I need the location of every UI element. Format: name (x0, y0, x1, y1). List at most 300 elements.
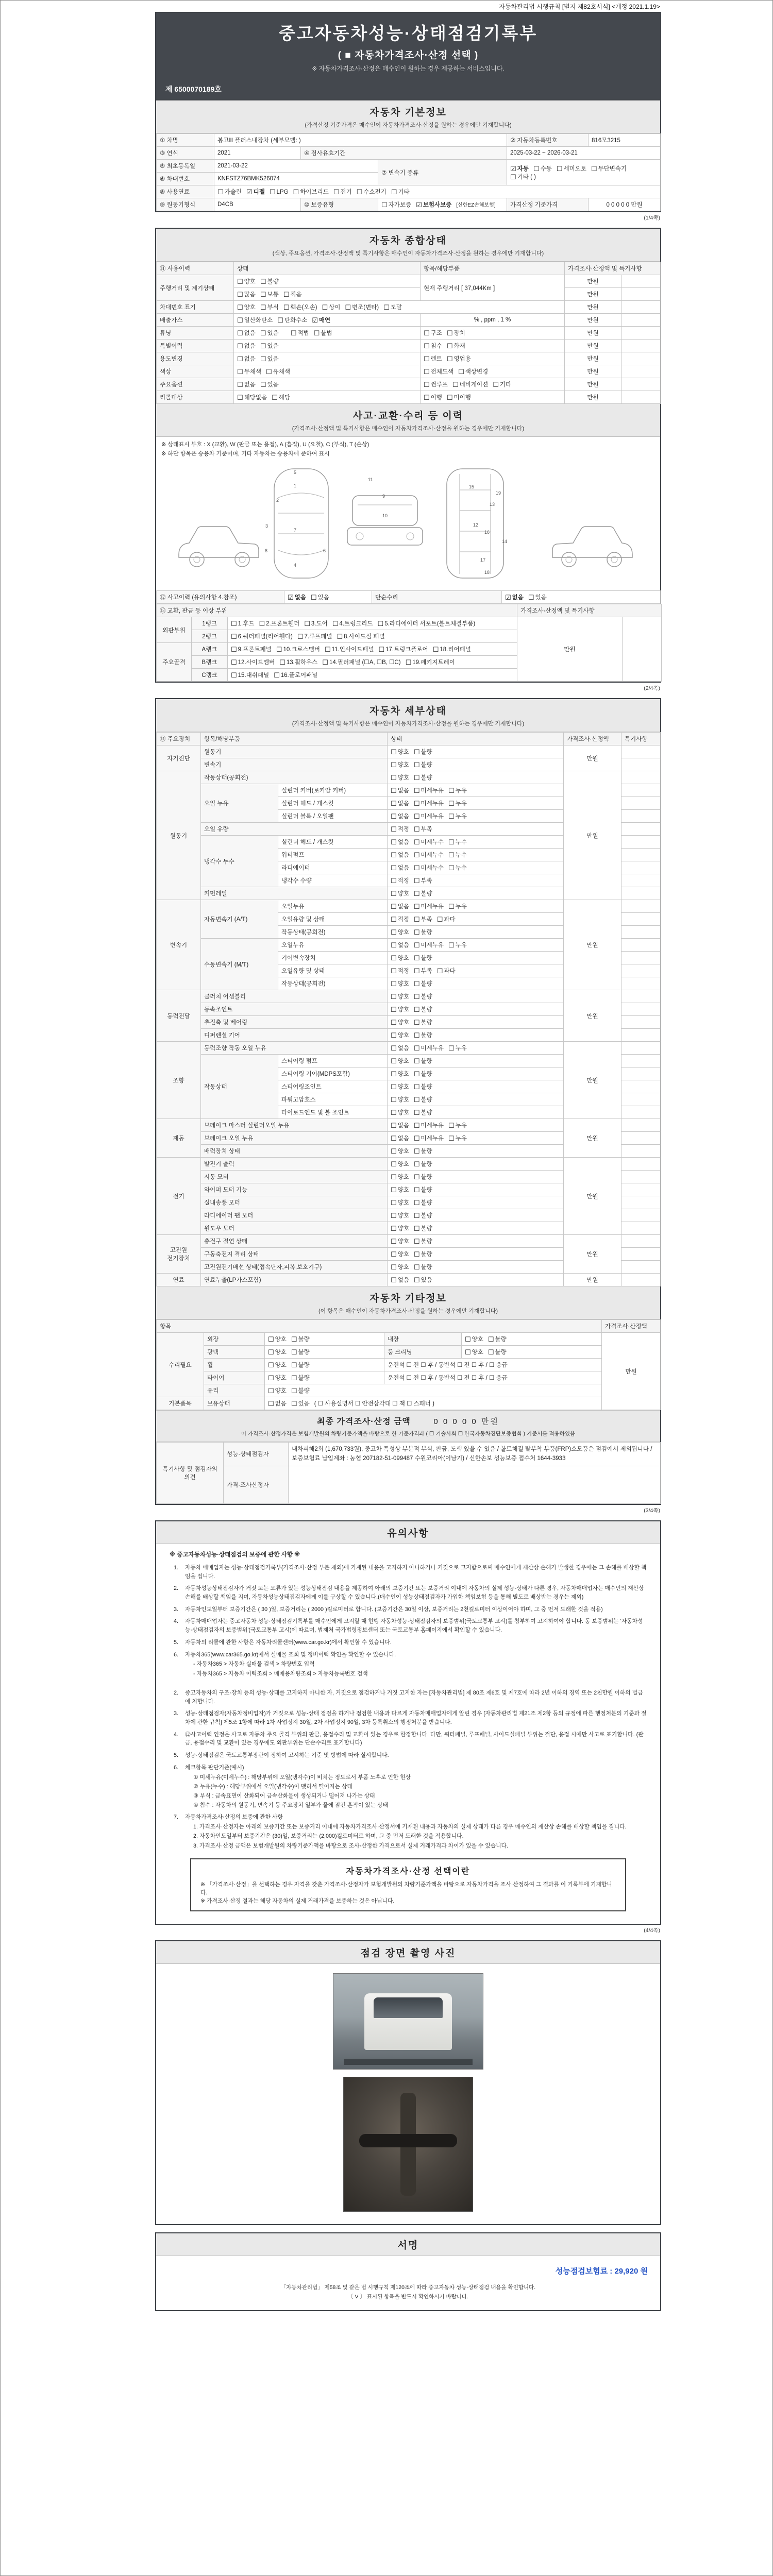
checkbox-option[interactable]: ☐ 미세누수 (413, 864, 444, 872)
checkbox-option[interactable]: ☐ 불량 (413, 1031, 432, 1039)
checkbox-option[interactable]: ☐ 불량 (413, 1250, 432, 1258)
checkbox-option[interactable]: ☐ 없음 (391, 941, 409, 949)
checkbox-option[interactable]: ☐ 18.리어패널 (432, 646, 471, 653)
checkbox-option[interactable]: ☐ 불량 (413, 1263, 432, 1271)
checkbox-option[interactable]: ☐ 색상변경 (458, 368, 489, 376)
checkbox-option[interactable]: ☑ 디젤 (246, 188, 265, 196)
checkbox-icon: ☐ (413, 1006, 420, 1013)
checkbox-option[interactable]: ☐ 보통 (260, 291, 279, 298)
checkbox-option[interactable]: ☐ 누수 (448, 864, 467, 872)
checkbox-option[interactable]: ☐ 부족 (413, 877, 432, 885)
checkbox-option[interactable]: ☐ 13.휠하우스 (279, 658, 318, 666)
checkbox-option[interactable]: ☐ 부식 (260, 303, 279, 311)
checkbox-option[interactable]: ☐ 양호 (391, 954, 409, 962)
checkbox-icon: ☐ (391, 1019, 397, 1026)
notice-warranty-items (170, 1564, 647, 1678)
rank1-parts (228, 617, 517, 630)
checkbox-option[interactable]: ☐ 부족 (413, 916, 432, 923)
checkbox-option[interactable]: ☐ 적법 (290, 329, 309, 337)
table-row (157, 352, 661, 365)
checkbox-option[interactable]: ☐ 양호 (391, 1057, 409, 1065)
checkbox-option[interactable]: ☐ 변조(변타) (345, 303, 379, 311)
price-cell: 만원 (564, 745, 621, 771)
checkbox-option[interactable]: ☐ 불량 (413, 1225, 432, 1232)
checkbox-option[interactable]: ☐ 이행 (424, 394, 442, 401)
remark-cell (621, 926, 661, 939)
checkbox-icon: ☐ (448, 800, 455, 807)
remark-cell (621, 1029, 661, 1042)
checkbox-option[interactable]: ☐ 있음 (310, 594, 329, 601)
checkbox-option[interactable]: ☐ 무채색 (237, 368, 261, 376)
checkbox-option[interactable]: ☐ 없음 (391, 1044, 409, 1052)
checkbox-option[interactable]: ☐ 불량 (413, 1212, 432, 1219)
checkbox-option[interactable]: ☐ 과다 (436, 967, 456, 975)
notice-general-items (170, 1689, 647, 1850)
checkbox-option[interactable]: ☐ 있음 (528, 594, 547, 601)
detail-state-table (156, 732, 661, 1286)
checkbox-option[interactable]: ☐ 과다 (436, 916, 456, 923)
tire-label: 타이어 (204, 1371, 265, 1384)
checkbox-option[interactable]: ☐ 없음 (237, 381, 256, 388)
price-cell: 만원 (565, 365, 621, 378)
checkbox-option[interactable]: ☐ 불량 (413, 980, 432, 988)
checkbox-option[interactable]: ☐ 불량 (413, 1083, 432, 1091)
checkbox-option[interactable]: ☐ 양호 (391, 1238, 409, 1245)
checkbox-option[interactable]: ☐ 양호 (268, 1361, 287, 1369)
color-state (234, 365, 421, 378)
checkbox-option[interactable]: ☐ 양호 (465, 1335, 483, 1343)
checkbox-option[interactable]: ☐ 불량 (413, 774, 432, 782)
checkbox-option[interactable]: ☐ 영업용 (446, 355, 471, 363)
checkbox-option[interactable]: ☐ 양호 (391, 1263, 409, 1271)
checkbox-icon: ☐ (231, 671, 237, 679)
checkbox-option[interactable]: ☐ 불량 (413, 993, 432, 1001)
checkbox-option[interactable]: ☐ 없음 (391, 851, 409, 859)
diagram-part-number: 16 (484, 530, 490, 535)
price-survey-info-title: 자동차가격조사·산정 선택이란 (346, 1867, 470, 1876)
checkbox-option[interactable]: ☐ 없음 (391, 812, 409, 820)
checkbox-option[interactable]: ☐ 없음 (237, 329, 256, 337)
checkbox-option[interactable]: ☐ 있음 (260, 355, 279, 363)
checkbox-option[interactable]: ☐ 화재 (446, 342, 465, 350)
checkbox-option[interactable]: ☐ 불량 (413, 1160, 432, 1168)
checkbox-option[interactable]: ☐ 일산화탄소 (237, 316, 273, 324)
detail-title: 자동차 세부상태 (369, 706, 447, 717)
checkbox-option[interactable]: ☐ 기타 ( ) (510, 173, 536, 181)
checkbox-option[interactable]: ☐ 양호 (268, 1374, 287, 1382)
checkbox-option[interactable]: ☐ 세미오토 (556, 164, 586, 173)
checkbox-option[interactable]: ☐ 미세누유 (413, 1134, 444, 1142)
checkbox-option[interactable]: ☐ 불량 (291, 1361, 310, 1369)
checkbox-icon: ☐ (448, 941, 455, 949)
checkbox-option[interactable]: ☐ 미세누유 (413, 787, 444, 794)
checkbox-option[interactable]: ☐ 훼손(오손) (283, 303, 317, 311)
checkbox-option[interactable]: ☐ 없음 (391, 838, 409, 846)
checkbox-icon: ☐ (391, 1109, 397, 1116)
vin-label: ⑥ 차대번호 (157, 173, 214, 185)
checkbox-option[interactable]: ☐ 탄화수소 (277, 316, 308, 324)
checkbox-option[interactable]: ☐ 불량 (291, 1335, 310, 1343)
checkbox-icon: ☐ (276, 646, 282, 653)
item-label: 원동기 (201, 745, 388, 758)
remark-cell (621, 1158, 661, 1171)
tire-state (265, 1371, 384, 1384)
checkbox-option[interactable]: ☐ 양호 (391, 1096, 409, 1104)
checkbox-option[interactable]: ☐ 적정 (391, 877, 409, 885)
checkbox-option[interactable]: ☐ 불량 (413, 928, 432, 936)
checkbox-option[interactable]: ☐ 부족 (413, 825, 432, 833)
checkbox-option[interactable]: ☐ 불량 (413, 1006, 432, 1013)
checkbox-option[interactable]: ☐ 양호 (391, 774, 409, 782)
state-options (388, 1119, 564, 1132)
checkbox-option[interactable]: ☐ 있음 (291, 1400, 310, 1408)
checkbox-option[interactable]: ☐ 없음 (391, 1134, 409, 1142)
checkbox-option[interactable]: ☐ 해당 (272, 394, 290, 401)
checkbox-icon: ☐ (391, 890, 397, 897)
checkbox-option[interactable]: ☐ 미세누유 (413, 941, 444, 949)
checkbox-option[interactable]: ☐ 양호 (391, 1109, 409, 1116)
checkbox-option[interactable]: ☐ 양호 (391, 1070, 409, 1078)
item-label: 작동상태(공회전) (201, 771, 388, 784)
checkbox-icon: ☐ (391, 1250, 397, 1258)
checkbox-option[interactable]: ☐ 없음 (391, 903, 409, 910)
checkbox-option[interactable]: ☐ 양호 (391, 1147, 409, 1155)
exchange-rank-table (156, 604, 662, 682)
checkbox-option[interactable]: ☐ 12.사이드멤버 (231, 658, 275, 666)
checkbox-option[interactable]: ☐ 양호 (237, 303, 256, 311)
sub-item-label: 파워고압호스 (278, 1093, 388, 1106)
checkbox-icon: ☐ (378, 646, 385, 653)
checkbox-option[interactable]: ☐ 해당없음 (237, 394, 267, 401)
col-item: 항목/해당부품 (201, 733, 388, 745)
checkbox-icon: ☐ (391, 903, 397, 910)
checkbox-option[interactable]: ☐ 불량 (413, 1057, 432, 1065)
checkbox-option[interactable]: ☐ 10.크로스멤버 (276, 646, 320, 653)
notice-item-text: 자동차인도일부터 보증기간은 ( 30 )일, 보증거리는 ( 2000 )킬로미터로 합니다. (보증기간은 30일 이상, 보증거리는 2천킬로미터 이상이어야 하며, 그 중 먼저 도래한 것을 적용) (185, 1606, 603, 1613)
document-header (156, 13, 660, 100)
checkbox-option[interactable]: ☐ 불량 (488, 1335, 507, 1343)
checkbox-option[interactable]: ☐ 불량 (413, 1070, 432, 1078)
remark-cell (621, 771, 661, 784)
state-options (388, 887, 564, 900)
checkbox-option[interactable]: ☑ 없음 (288, 594, 306, 601)
checkbox-option[interactable]: ☐ 있음 (260, 381, 279, 388)
tuning-label: 튜닝 (157, 327, 234, 340)
warranty-type-options (378, 198, 507, 211)
checkbox-option[interactable]: ☐ 미세누수 (413, 838, 444, 846)
notice-item-text: 성능·상태점검자(자동차정비업자)가 거짓으로 성능·상태 점검을 하거나 점검한 내용과 다르게 자동차매매업자에게 알린 경우 [자동차관리법 제21조 제2항 등의 규정에 따른 행정처분의 기준과 절차에 관한 규칙] 제5조 1항에 따라 1차 사업정지 30일, 2차 사업정지 90일, 3차 등록취소의 행정처분을 받습니다. (185, 1710, 647, 1725)
checkbox-option[interactable]: ☐ 미이행 (446, 394, 471, 401)
detail-row (157, 1274, 661, 1286)
remark-cell (621, 327, 661, 340)
checkbox-option[interactable]: ☐ 미세누수 (413, 851, 444, 859)
checkbox-option[interactable]: ☐ 양호 (391, 980, 409, 988)
checkbox-icon: ☐ (265, 368, 272, 376)
checkbox-option[interactable]: ☐ 17.트렁크플로어 (378, 646, 428, 653)
checkbox-option[interactable]: ☐ 2.프론트휀더 (259, 620, 300, 628)
checkbox-option[interactable]: ☐ 가솔린 (217, 188, 242, 196)
checkbox-option[interactable]: ☐ 불량 (291, 1348, 310, 1356)
notice-item-text: 자동차가격조사·산정의 보증에 관한 사항 (185, 1814, 283, 1821)
basic-info-subtitle: (가격산정 기준가격은 매수인이 자동차가격조사·산정을 원하는 경우에만 기재합니다) (305, 122, 512, 128)
checkbox-option[interactable]: ☐ 누유 (448, 941, 467, 949)
state-options (388, 1261, 564, 1274)
checkbox-option[interactable]: ☐ 불량 (260, 278, 279, 285)
notice-item-text: 성능·상태점검은 국토교통부장관이 정하여 고시하는 기준 및 방법에 따라 실시합니다. (185, 1752, 389, 1759)
checkbox-option[interactable]: ☐ 9.프론트패널 (231, 646, 272, 653)
checkbox-option[interactable]: ☐ 있음 (260, 329, 279, 337)
checkbox-option[interactable]: ☐ 부족 (413, 967, 432, 975)
checkbox-option[interactable]: ☐ 6.쿼더패널(리어휀다) (231, 633, 293, 640)
checkbox-icon: ☐ (413, 1199, 420, 1207)
checkbox-option[interactable]: ☐ 불량 (413, 1109, 432, 1116)
item-label: 동력조향 작동 오일 누유 (201, 1042, 388, 1055)
checkbox-option[interactable]: ☐ 불량 (413, 954, 432, 962)
checkbox-icon: ☐ (391, 1044, 397, 1052)
checkbox-option[interactable]: ☐ 누수 (448, 838, 467, 846)
checkbox-option[interactable]: ☐ 양호 (268, 1387, 287, 1395)
sub-item-label: 실린더 블록 / 오일팬 (278, 810, 388, 823)
checkbox-option[interactable]: ☐ 양호 (391, 1173, 409, 1181)
exchange-price-cell: 만원 (517, 617, 623, 682)
checkbox-icon: ☐ (268, 1374, 274, 1382)
detail-rows (157, 745, 661, 1286)
checkbox-option[interactable]: ☐ 불량 (413, 1147, 432, 1155)
checkbox-option[interactable]: ☐ 불법 (313, 329, 332, 337)
checkbox-option[interactable]: ☐ 자가보증 (381, 201, 412, 209)
checkbox-option[interactable]: ☐ 불량 (413, 1199, 432, 1207)
checkbox-icon: ☐ (413, 1238, 420, 1245)
table-row (157, 327, 661, 340)
checkbox-option[interactable]: ☐ 미세누유 (413, 800, 444, 807)
checkbox-option[interactable]: ☑ 없음 (505, 594, 524, 601)
checkbox-icon: ☐ (231, 633, 237, 640)
usage-change-kind (421, 352, 565, 365)
checkbox-option[interactable]: ☐ 누유 (448, 812, 467, 820)
checkbox-icon: ☐ (591, 164, 597, 173)
transmission-label: ⑦ 변속기 종류 (378, 160, 507, 185)
checkbox-option[interactable]: ☐ 기타 (493, 381, 512, 388)
checkbox-icon: ☐ (432, 646, 439, 653)
checkbox-option[interactable]: ☐ 상이 (322, 303, 341, 311)
checkbox-option[interactable]: ☐ 양호 (268, 1348, 287, 1356)
checkbox-option[interactable]: ☐ 불량 (413, 748, 432, 756)
remark-cell (621, 288, 661, 301)
checkbox-option[interactable]: ☐ 15.대쉬패널 (231, 671, 270, 679)
checkbox-icon: ☐ (391, 1263, 397, 1271)
photos-box (155, 1940, 661, 2225)
diagram-part-number: 17 (480, 557, 486, 563)
checkbox-option[interactable]: ☐ 7.루프패널 (297, 633, 332, 640)
checkbox-option[interactable]: ☐ 누유 (448, 787, 467, 794)
checkbox-icon: ☐ (237, 291, 243, 298)
checkbox-option[interactable]: ☐ 없음 (268, 1400, 287, 1408)
remark-cell (621, 365, 661, 378)
checkbox-option[interactable]: ☐ 무단변속기 (591, 164, 627, 173)
checkbox-icon: ☐ (272, 394, 278, 401)
table-header-row (157, 733, 661, 745)
checkbox-icon: ☐ (391, 761, 397, 769)
accident-title: 사고·교환·수리 등 이력 (352, 411, 464, 421)
checkbox-option[interactable]: ☑ 보험사보증 (416, 201, 452, 209)
checkbox-icon: ☐ (528, 594, 534, 601)
checkbox-option[interactable]: ☐ 미세누유 (413, 1122, 444, 1129)
checkbox-option[interactable]: ☐ 장치 (446, 329, 465, 337)
checkbox-option[interactable]: ☐ 16.플로어패널 (274, 671, 318, 679)
checkbox-option[interactable]: ☐ 양호 (391, 1160, 409, 1168)
page-mark-2: (2/4쪽) (644, 685, 660, 691)
checkbox-option[interactable]: ☐ 양호 (391, 1225, 409, 1232)
special-history-state (234, 340, 421, 352)
checkbox-option[interactable]: ☐ 불량 (413, 761, 432, 769)
checkbox-option[interactable]: ☐ 기타 (391, 188, 410, 196)
checkbox-option[interactable]: ☐ 네비게이션 (452, 381, 489, 388)
wheel-detail: 운전석 ☐ 전 ☐ 후 / 동반석 ☐ 전 ☐ 후 / ☐ 응급 (384, 1359, 602, 1371)
checkbox-option[interactable]: ☐ 없음 (391, 787, 409, 794)
checkbox-option[interactable]: ☐ 미세누유 (413, 812, 444, 820)
sub-item-label: 실린더 헤드 / 개스킷 (278, 836, 388, 849)
notice-item-text: ⑫사고이력 인정은 사고로 자동차 주요 골격 부위의 판금, 용접수리 및 교환이 있는 경우로 한정합니다. 다만, 쿼터패널, 루프패널, 사이드실패널 부위는 절단, 용접 시에만 사고로 표기합니다. (판금, 용접수리 및 교환이 있는 경우에도 외판부위는 단순수리로 표기합니다) (185, 1731, 644, 1747)
checkbox-option[interactable]: ☐ 양호 (268, 1335, 287, 1343)
checkbox-option[interactable]: ☐ 양호 (391, 1083, 409, 1091)
checkbox-option[interactable]: ☐ 양호 (391, 1199, 409, 1207)
checkbox-option[interactable]: ☐ 누유 (448, 1134, 467, 1142)
checkbox-option[interactable]: ☐ 불량 (413, 1096, 432, 1104)
checkbox-option[interactable]: ☐ 없음 (237, 355, 256, 363)
checkbox-option[interactable]: ☐ 적정 (391, 916, 409, 923)
checkbox-icon: ☐ (274, 671, 280, 679)
checkbox-option[interactable]: ☐ 없음 (391, 1276, 409, 1284)
checkbox-option[interactable]: ☐ 불량 (291, 1374, 310, 1382)
checkbox-option[interactable]: ☐ 누유 (448, 800, 467, 807)
checkbox-option[interactable]: ☐ 적정 (391, 825, 409, 833)
checkbox-option[interactable]: ☐ 5.라디에이터 서포트(볼트체결부품) (377, 620, 476, 628)
checkbox-option[interactable]: ☐ 11.인사이드패널 (324, 646, 374, 653)
checkbox-option[interactable]: ☐ 불량 (413, 1019, 432, 1026)
emission-label: 배출가스 (157, 314, 234, 327)
first-reg-date-label: ⑤ 최초등록일 (157, 160, 214, 173)
checkbox-icon: ☐ (391, 916, 397, 923)
price-survey-info-box (190, 1858, 626, 1912)
checkbox-option[interactable]: ☐ 양호 (391, 748, 409, 756)
item-label: 커먼레일 (201, 887, 388, 900)
checkbox-option[interactable]: ☐ 불량 (413, 1173, 432, 1181)
state-options (388, 1106, 564, 1119)
checkbox-option[interactable]: ☐ 양호 (391, 1019, 409, 1026)
checkbox-option[interactable]: ☐ 1.후드 (231, 620, 255, 628)
item-label: 충전구 절연 상태 (201, 1235, 388, 1248)
checkbox-option[interactable]: ☐ 양호 (391, 761, 409, 769)
checkbox-option[interactable]: ☐ 양호 (237, 278, 256, 285)
checkbox-icon: ☐ (391, 787, 397, 794)
checkbox-option[interactable]: ☐ 전체도색 (424, 368, 454, 376)
checkbox-icon: ☐ (237, 368, 243, 376)
checkbox-option[interactable]: ☐ 있음 (413, 1276, 432, 1284)
remark-cell (621, 1274, 661, 1286)
checkbox-option[interactable]: ☐ 누수 (448, 851, 467, 859)
checkbox-option[interactable]: ☐ 미세누유 (413, 1044, 444, 1052)
checkbox-option[interactable]: ☐ 하이브리드 (293, 188, 329, 196)
checkbox-option[interactable]: ☐ 적음 (283, 291, 302, 298)
checkbox-option[interactable]: ☐ 썬루프 (424, 381, 448, 388)
checkbox-icon: ☐ (448, 1044, 455, 1052)
checkbox-icon: ☐ (391, 748, 397, 756)
checkbox-option[interactable]: ☐ 침수 (424, 342, 442, 350)
remark-cell (621, 849, 661, 861)
checkbox-option[interactable]: ☐ 도말 (383, 303, 402, 311)
checkbox-icon: ☐ (391, 774, 397, 782)
checkbox-option[interactable]: ☐ 4.트렁크리드 (332, 620, 373, 628)
checkbox-option[interactable]: ☐ 양호 (391, 993, 409, 1001)
checkbox-option[interactable]: ☐ 유채색 (265, 368, 290, 376)
checkbox-option[interactable]: ☐ LPG (269, 188, 289, 196)
notice-item-text: 중고자동차의 구조·장치 등의 성능·상태를 고지하지 아니한 자, 거짓으로 점검하거나 거짓 고지한 자는 [자동차관리법] 제 80조 제6호 및 제7호에 따라 2년 이하의 징역 또는 2천만원 이하의 벌금에 처합니다. (185, 1689, 643, 1705)
checkbox-option[interactable]: ☐ 불량 (291, 1387, 310, 1395)
checkbox-option[interactable]: ☐ 양호 (391, 1212, 409, 1219)
comprehensive-title: 자동차 종합상태 (369, 235, 447, 246)
state-options (388, 874, 564, 887)
mileage-label: 주행거리 및 계기상태 (157, 275, 234, 301)
simple-repair-label: 단순수리 (372, 591, 502, 604)
checkbox-option[interactable]: ☐ 양호 (391, 928, 409, 936)
checkbox-option[interactable]: ☐ 없음 (391, 800, 409, 807)
checkbox-option[interactable]: ☐ 누유 (448, 1122, 467, 1129)
remark-cell (621, 861, 661, 874)
checkbox-option[interactable]: ☐ 전기 (333, 188, 352, 196)
state-options (388, 926, 564, 939)
checkbox-option[interactable]: ☐ 불량 (488, 1348, 507, 1356)
checkbox-option[interactable]: ☐ 수동 (533, 164, 552, 173)
checkbox-option[interactable]: ☐ 14.필러패널 (☐A, ☐B, ☐C) (322, 658, 401, 666)
remark-cell (621, 758, 661, 771)
checkbox-option[interactable]: ☐ 누유 (448, 1044, 467, 1052)
color-change (421, 365, 565, 378)
checkbox-option[interactable]: ☐ 3.도어 (304, 620, 328, 628)
checkbox-option[interactable]: ☐ 적정 (391, 967, 409, 975)
checkbox-option[interactable]: ☐ 누유 (448, 903, 467, 910)
checkbox-option[interactable]: ☐ 있음 (260, 342, 279, 350)
checkbox-option[interactable]: ☐ 양호 (391, 1006, 409, 1013)
checkbox-option[interactable]: ☐ 불량 (413, 1186, 432, 1194)
checkbox-option[interactable]: ☐ 많음 (237, 291, 256, 298)
checkbox-option[interactable]: ☐ 수소전기 (356, 188, 386, 196)
checkbox-option[interactable]: ☐ 구조 (424, 329, 442, 337)
checkbox-option[interactable]: ☐ 8.사이드실 패널 (337, 633, 385, 640)
checkbox-option[interactable]: ☐ 양호 (391, 1250, 409, 1258)
checkbox-option[interactable]: ☐ 불량 (413, 1238, 432, 1245)
checkbox-option[interactable]: ☐ 렌트 (424, 355, 442, 363)
checkbox-option[interactable]: ☐ 양호 (391, 890, 409, 897)
checkbox-option[interactable]: ☑ 매연 (312, 316, 331, 324)
checkbox-option[interactable]: ☐ 없음 (237, 342, 256, 350)
photo-truck-windshield (374, 1997, 443, 2018)
checkbox-icon: ☐ (391, 1199, 397, 1207)
checkbox-option[interactable]: ☐ 양호 (465, 1348, 483, 1356)
checkbox-option[interactable]: ☐ 불량 (413, 890, 432, 897)
checkbox-option[interactable]: ☐ 양호 (391, 1186, 409, 1194)
photos-title: 점검 장면 촬영 사진 (360, 1948, 456, 1959)
diagram-part-number: 13 (490, 502, 495, 507)
checkbox-option[interactable]: ☐ 양호 (391, 1031, 409, 1039)
checkbox-option[interactable]: ☐ 없음 (391, 1122, 409, 1129)
checkbox-icon: ☐ (413, 1122, 420, 1129)
photos-header (156, 1941, 660, 1964)
checkbox-option[interactable]: ☑ 자동 (510, 164, 529, 173)
checkbox-option[interactable]: ☐ 미세누유 (413, 903, 444, 910)
remark-cell (621, 1106, 661, 1119)
checkbox-option[interactable]: ☐ 19.페키지트레이 (405, 658, 455, 666)
checkbox-option[interactable]: ☐ 없음 (391, 864, 409, 872)
